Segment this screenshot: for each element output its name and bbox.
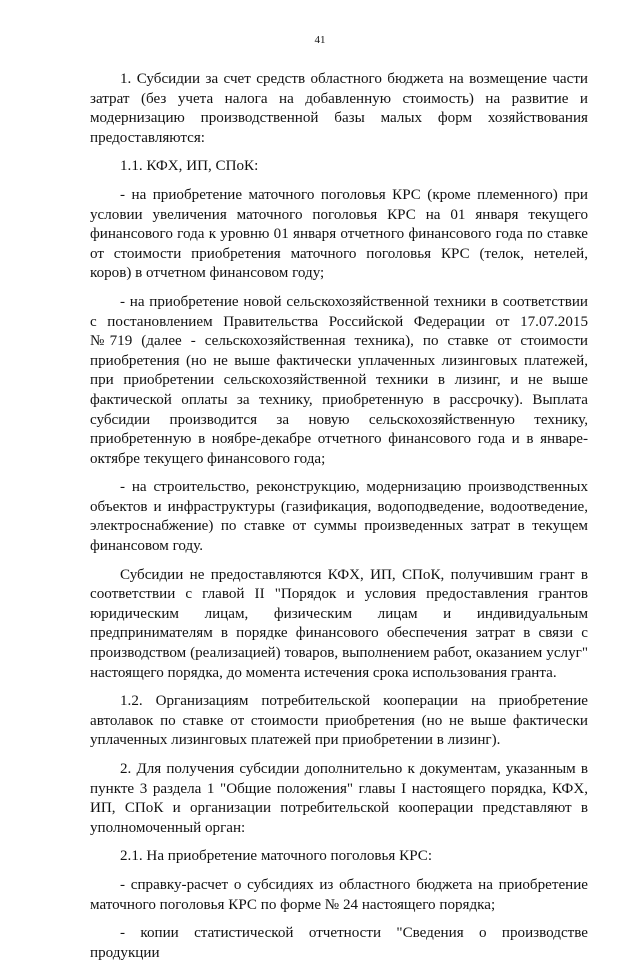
paragraph-exclusion: Субсидии не предоставляются КФХ, ИП, СПоК, получившим грант в соответствии с главой II "Порядок и условия предоставления грантов юридическим лицам, физическим лицам и индивидуальным предпринимателям в порядке финансового обеспечения затрат в связи с производством (реализацией) товаров, выполнением работ, оказанием услуг" настоящего порядка, до момента истечения срока использования гранта. xyxy=(90,566,588,681)
paragraph-1-2: 1.2. Организациям потребительской кооперации на приобретение автолавок по ставке от стоимости приобретения (но не выше фактически уплаченных лизинговых платежей при приобретении в лизинг). xyxy=(90,693,588,749)
paragraph-2-1: 2.1. На приобретение маточного поголовья КРС: xyxy=(120,848,433,865)
paragraph-livestock: - на приобретение маточного поголовья КРС (кроме племенного) при условии увеличения маточного поголовья КРС на 01 января текущего финансового года к уровню 01 января отчетного финансового года по ставке от стоимости приобретения маточного поголовья КРС (телок, нетелей, коров) в отчетном финансовом году; xyxy=(90,186,588,282)
paragraph-construction: - на строительство, реконструкцию, модернизацию производственных объектов и инфраструктуры (газификация, водоподведение, водоотведение, электроснабжение) по ставке от суммы произведенных затрат в текущем финансовом году. xyxy=(90,479,588,555)
page-number: 41 xyxy=(314,34,326,46)
paragraph-machinery: - на приобретение новой сельскохозяйственной техники в соответствии с постановлением Правительства Российской Федерации от 17.07.2015 №719 (далее - сельскохозяйственная техника), по ставке от стоимости приобретения (но не выше фактически уплаченных лизинговых платежей, при приобретении сельскохозяйственной техники в лизинг, и не выше фактической оплаты за технику, приобретенную в рассрочку). Выплата субсидии производится за новую сельскохозяйственную технику, приобретенную в ноябре-декабре отчетного финансового года и в январе-октябре текущего финансового года; xyxy=(90,293,588,467)
paragraph-statistics-copies: - копии статистической отчетности "Сведения о производстве продукции xyxy=(90,925,588,961)
paragraph-2: 2. Для получения субсидии дополнительно к документам, указанным в пункте 3 раздела 1 "Общие положения" главы I настоящего порядка, КФХ, ИП, СПоК и организации потребительской кооперации представляют в уполномоченный орган: xyxy=(90,761,588,836)
paragraph-1-1: 1.1. КФХ, ИП, СПоК: xyxy=(120,158,259,175)
document-body xyxy=(90,70,588,972)
paragraph-1: 1. Субсидии за счет средств областного бюджета на возмещение части затрат (без учета налога на добавленную стоимость) на развитие и модернизацию производственной базы малых форм хозяйствования предоставляются: xyxy=(90,71,588,146)
paragraph-calc-certificate: - справку-расчет о субсидиях из областного бюджета на приобретение маточного поголовья КРС по форме № 24 настоящего порядка; xyxy=(90,876,588,913)
